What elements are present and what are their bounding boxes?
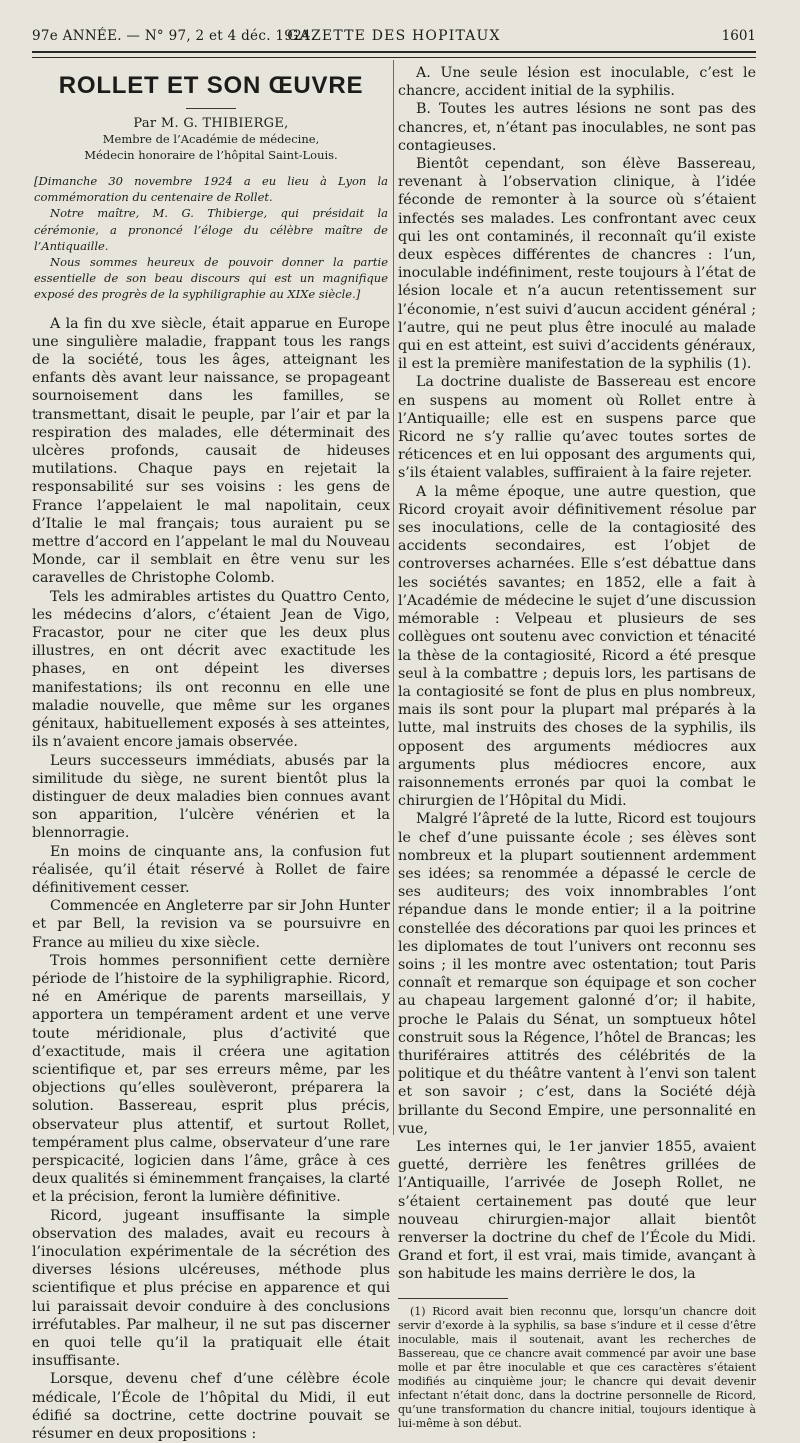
footnote-text: (1) Ricord avait bien reconnu que, lorsqu’un chancre doit servir d’exorde à la syphilis, sa base s’indure et il cesse d’être inoculable, mais il soutenait, avant les recherches de Bassereau, que ce chancre avait commencé par avoir une base molle et par être inoculable et que ces caractères s’étaient modifiés au cinquième jour; le chancre qui devait devenir infectant n’était donc, dans la doctrine personnelle de Ricord, qu’une transformation du chancre initial, toujours identique à lui-même à son début. <box>398 1304 756 1430</box>
body-paragraph: Leurs successeurs immédiats, abusés par la similitude du siège, ne surent bientôt plus la distinguer de deux maladies bien connues avant son apparition, l’ulcère vénérien et la blennorragie. <box>32 752 390 842</box>
author-role: Médecin honoraire de l’hôpital Saint-Louis. <box>84 148 338 162</box>
body-paragraph: Les internes qui, le 1er janvier 1855, avaient guetté, derrière les fenêtres grillées de l’Antiquaille, l’arrivée de Joseph Rollet, ne s’étaient certainement pas douté que leur nouveau chirurgien-major allait bientôt renverser la doctrine du chef de l’École du Midi. Grand et fort, il est vrai, mais timide, avançant à son habitude les mains derrière le dos, la <box>398 1138 756 1283</box>
intro-paragraph: Nous sommes heureux de pouvoir donner la partie essentielle de son beau discours qui est un magnifique exposé des progrès de la syphiligraphie au XIXe siècle.] <box>34 255 388 302</box>
editorial-intro <box>34 173 388 303</box>
page-number: 1601 <box>721 28 756 44</box>
left-column <box>32 64 390 1443</box>
body-paragraph: Tels les admirables artistes du Quattro Cento, les médecins d’alors, c’étaient Jean de Vigo, Fracastor, pour ne citer que les deux plus illustres, en ont décrit avec exactitude les phases, en ont dépeint les diverses manifestations; ils ont reconnu en elle une maladie nouvelle, que même sur les organes génitaux, habituellement exposés à ses atteintes, ils n’avaient encore jamais observée. <box>32 588 390 751</box>
article-body-left <box>32 315 390 1443</box>
body-paragraph: A la fin du xve siècle, était apparue en Europe une singulière maladie, frappant tous les rangs de la société, tous les âges, atteignant les enfants dès avant leur naissance, se propageant sournoisement dans les familles, se transmettant, disait le peuple, par l’air et par la respiration des malades, elle déterminait des ulcères profonds, causait de hideuses mutilations. Chaque pays en rejetait la responsabilité sur ses voisins : les gens de France l’appelaient le mal napolitain, ceux d’Italie le mal français; tous auraient pu se mettre d’accord en l’appelant le mal du Nouveau Monde, car il semblait en être venu sur les caravelles de Christophe Colomb. <box>32 315 390 587</box>
intro-paragraph: Notre maître, M. G. Thibierge, qui présidait la cérémonie, a prononcé l’éloge du célèbre maître de l’Antiquaille. <box>34 206 388 253</box>
article-body-right <box>398 64 756 1284</box>
body-paragraph: Trois hommes personnifient cette dernière période de l’histoire de la syphiligraphie. Ricord, né en Amérique de parents marseillais, y apportera un tempérament ardent et une verve toute méridionale, plus d’activité que d’exactitude, mais il créera une agitation scientifique et, par ses erreurs même, par les objections qu’elles soulèveront, préparera la solution. Bassereau, esprit plus précis, observateur plus attentif, et surtout Rollet, tempérament plus calme, observateur d’une rare perspicacité, logicien dans l’âme, grâce à ces deux qualités si éminemment françaises, la clarté et la précision, feront la lumière définitive. <box>32 952 390 1206</box>
body-paragraph: En moins de cinquante ans, la confusion fut réalisée, qu’il était réservé à Rollet de faire définitivement cesser. <box>32 843 390 896</box>
header-rule-thin <box>32 57 756 58</box>
right-column <box>398 64 756 1431</box>
body-paragraph: A. Une seule lésion est inoculable, c’est le chancre, accident initial de la syphilis. <box>398 65 756 100</box>
title-divider <box>186 108 236 109</box>
body-paragraph: B. Toutes les autres lésions ne sont pas des chancres, et, n’étant pas inoculables, ne sont pas contagieuses. <box>398 101 756 154</box>
page-header <box>32 22 756 52</box>
body-paragraph: La doctrine dualiste de Bassereau est encore en suspens au moment où Rollet entre à l’Antiquaille; elle est en suspens parce que Ricord ne s’y rallie qu’avec toutes sortes de réticences et en lui opposant des arguments qui, s’ils étaient valables, suffiraient à la faire rejeter. <box>398 374 756 482</box>
footnote-divider <box>398 1298 508 1299</box>
footnote <box>398 1305 756 1431</box>
body-paragraph: Commencée en Angleterre par sir John Hunter et par Bell, la revision va se poursuivre en France au milieu du xixe siècle. <box>32 898 390 951</box>
article-author: Par M. G. THIBIERGE, <box>133 116 289 131</box>
issue-info: 97e ANNÉE. — N° 97, 2 et 4 déc. 1924. <box>32 28 316 44</box>
header-rule-thick <box>32 51 756 53</box>
article-title: ROLLET ET SON ŒUVRE <box>58 72 364 99</box>
body-paragraph: A la même époque, une autre question, que Ricord croyait avoir définitivement résolue par ses inoculations, celle de la contagiosité des accidents secondaires, est l’objet de controverses acharnées. Elle s’est débattue dans les sociétés savantes; en 1852, elle a fait à l’Académie de médecine le sujet d’une discussion mémorable : Velpeau et plusieurs de ses collègues ont soutenu avec conviction et ténacité la thèse de la contagiosité, Ricord a été presque seul à la combattre ; depuis lors, les partisans de la contagiosité se font de plus en plus nombreux, mais ils sont pour la plupart mal préparés à la lutte, mal instruits des choses de la syphilis, ils opposent des arguments médiocres aux arguments plus médiocres encore, aux raisonnements erronés par quoi la combat le chirurgien de l’Hôpital du Midi. <box>398 483 756 810</box>
body-paragraph: Ricord, jugeant insuffisante la simple observation des malades, avait eu recours à l’inoculation expérimentale de la sécrétion des diverses lésions ulcéreuses, méthode plus scientifique et plus précise en apparence et qui lui paraissait devoir conduire à des conclusions irréfutables. Par malheur, il ne sut pas discerner en quoi telle qu’il la pratiquait elle était insuffisante. <box>32 1207 390 1370</box>
body-paragraph: Bientôt cependant, son élève Bassereau, revenant à l’observation clinique, à l’idée féconde de remonter à la source où s’étaient infectés ses malades. Les confrontant avec ceux qui les ont contaminés, il reconnaît qu’il existe deux espèces différentes de chancres : l’un, inoculable indéfiniment, reste toujours à l’état de lésion locale et n’a aucun retentissement sur l’économie, n’est suivi d’aucun accident général ; l’autre, qui ne peut plus être inoculé au malade qui en est atteint, est suivi d’accidents généraux, il est la première manifestation de la syphilis (1). <box>398 156 756 373</box>
journal-name: GAZETTE DES HOPITAUX <box>287 28 501 44</box>
author-role: Membre de l’Académie de médecine, <box>102 132 320 146</box>
column-separator <box>393 60 394 1135</box>
body-paragraph: Lorsque, devenu chef d’une célèbre école médicale, l’École de l’hôpital du Midi, il eut édifié sa doctrine, cette doctrine pouvait se résumer en deux propositions : <box>32 1371 390 1443</box>
intro-paragraph: [Dimanche 30 novembre 1924 a eu lieu à Lyon la commémoration du centenaire de Rollet. <box>34 174 388 205</box>
body-paragraph: Malgré l’âpreté de la lutte, Ricord est toujours le chef d’une puissante école ; ses élèves sont nombreux et la plupart soutiennent ardemment ses idées; sa renommée a dépassé le cercle de ses auditeurs; des voix innombrables l’ont répandue dans le monde entier; il a la poitrine constellée des décorations par quoi les princes et les diplomates de tout l’univers ont reconnu ses soins ; il les montre avec ostentation; tout Paris connaît et remarque son équipage et son cocher au chapeau largement galonné d’or; il habite, proche le Palais du Sénat, un somptueux hôtel construit sous la Régence, l’hôtel de Brancas; les thuriféraires attitrés des célébrités de la politique et du théâtre vantent à l’envi son talent et son savoir ; c’est, dans la Société déjà brillante du Second Empire, une personnalité en vue, <box>398 811 756 1137</box>
